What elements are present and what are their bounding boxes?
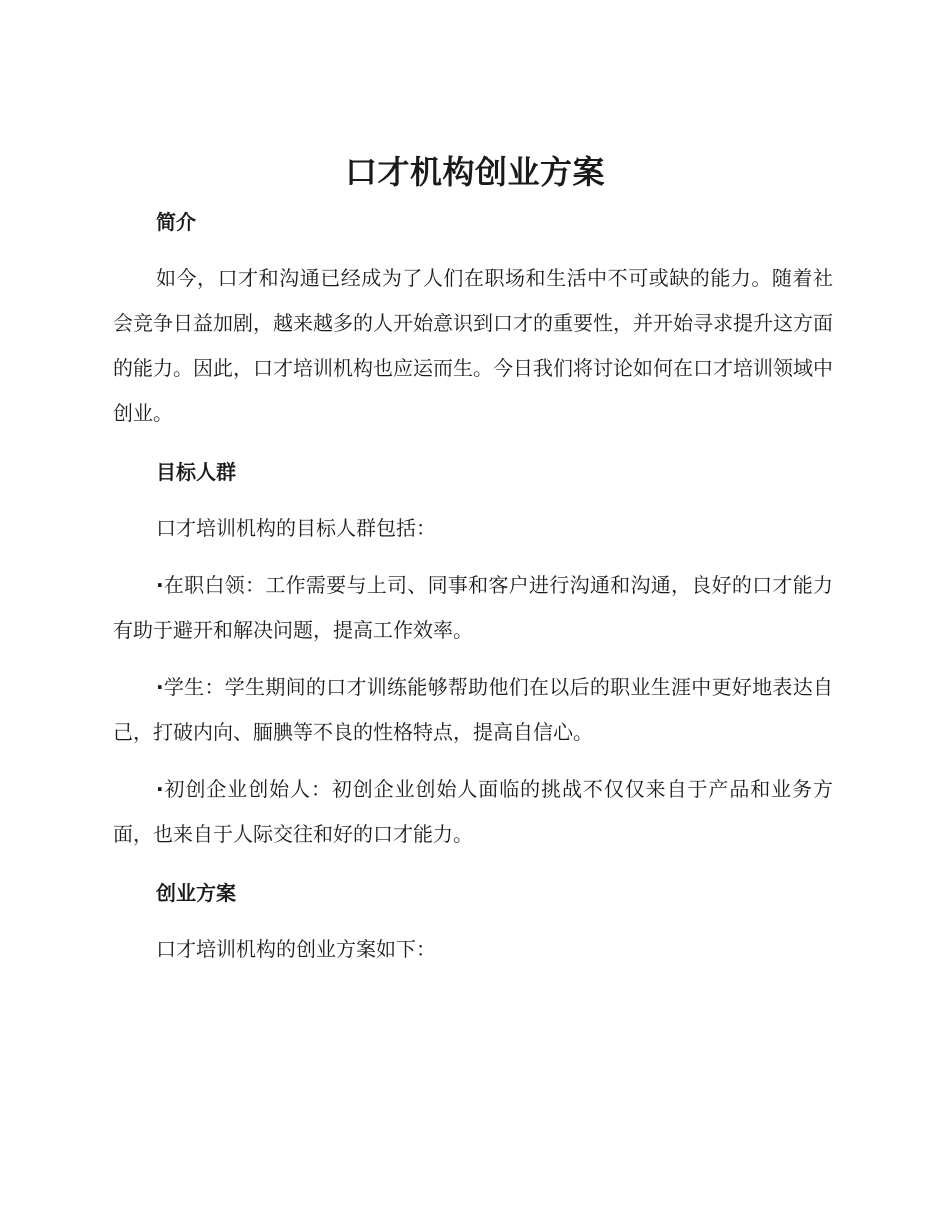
- section-heading-plan: 创业方案: [156, 881, 236, 905]
- bullet-item-founders: [113, 767, 833, 857]
- bullet-text: 初创企业创始人：初创企业创始人面临的挑战不仅仅来自于产品和业务方面，也来自于人际交往和好的口才能力。: [113, 777, 833, 846]
- document-body: [113, 200, 833, 972]
- target-lead-paragraph: 口才培训机构的目标人群包括：: [156, 516, 436, 540]
- bullet-marker: ·: [156, 777, 164, 801]
- section-heading-target: 目标人群: [156, 460, 236, 484]
- document-title: 口才机构创业方案: [344, 153, 605, 191]
- intro-paragraph: 如今，口才和沟通已经成为了人们在职场和生活中不可或缺的能力。随着社会竞争日益加剧，越来越多的人开始意识到口才的重要性，并开始寻求提升这方面的能力。因此，口才培训机构也应运而生。今日我们将讨论如何在口才培训领域中创业。: [113, 266, 833, 425]
- bullet-text: 在职白领：工作需要与上司、同事和客户进行沟通和沟通，良好的口才能力有助于避开和解决问题，提高工作效率。: [113, 573, 833, 642]
- bullet-marker: ·: [156, 573, 164, 597]
- plan-lead-paragraph: 口才培训机构的创业方案如下：: [156, 937, 436, 961]
- bullet-marker: ·: [156, 675, 164, 699]
- section-heading-intro: 简介: [156, 210, 196, 234]
- bullet-text: 学生：学生期间的口才训练能够帮助他们在以后的职业生涯中更好地表达自己，打破内向、腼腆等不良的性格特点，提高自信心。: [113, 675, 833, 744]
- bullet-item-office-workers: [113, 563, 833, 653]
- bullet-item-students: [113, 665, 833, 755]
